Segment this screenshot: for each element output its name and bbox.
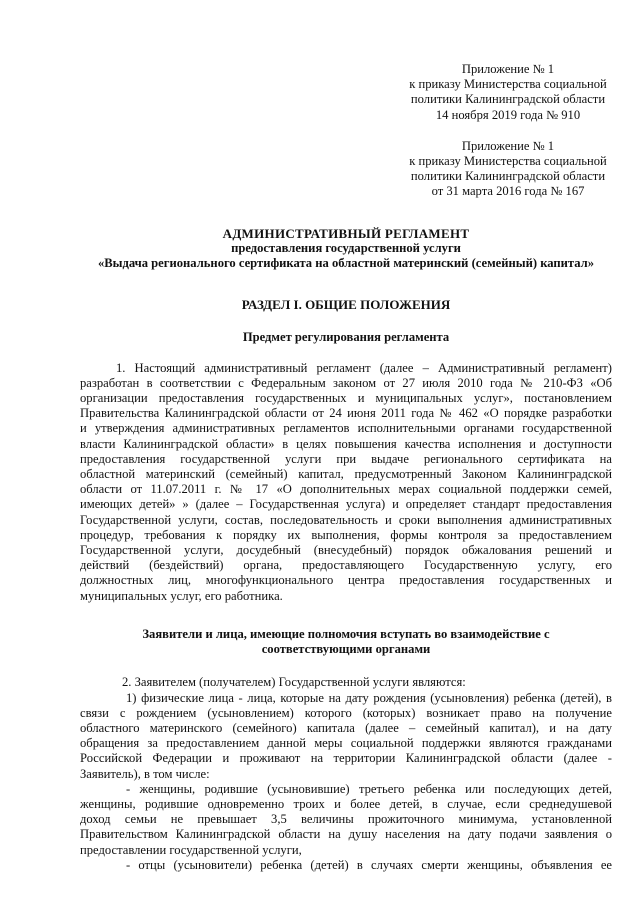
text-line: и утверждения административных регламентов исполнительными органами государственной [80,421,612,436]
text-line: Правительством Калининградской области на душу населения на дату подачи заявления о [80,827,612,842]
text-line: Заявитель), в том числе: [80,766,210,781]
text-line: 1. Настоящий административный регламент (далее – Административный регламент) [116,360,612,375]
paragraph-2 [80,675,612,690]
section-heading: РАЗДЕЛ I. ОБЩИЕ ПОЛОЖЕНИЯ [241,297,451,313]
stamp-line: Приложение № 1 [461,62,555,76]
text-line: предоставлении государственной услуги, [80,842,302,857]
heading-line: Заявители и лица, имеющие полномочия вступать во взаимодействие с [142,626,550,641]
text-line: женщины, родившие одновременно троих и более детей, в случае, если среднедушевой [80,796,612,811]
stamp-line: к приказу Министерства социальной [409,154,607,169]
stamp-line: от 31 марта 2016 года № 167 [431,184,585,199]
text-line: власти Калининградской области» в целях повышения качества исполнения и доступности [80,436,612,451]
title-service-name: «Выдача регионального сертификата на областной материнский (семейный) капитал» [97,256,595,271]
text-line: областной материнский (семейный) капитал, предусмотренный Законом Калининградской [80,467,612,482]
heading-line: соответствующими органами [261,642,431,657]
paragraph-4 [80,782,612,858]
text-line: - женщины, родившие (усыновившие) третьего ребенка или последующих детей, [126,781,612,796]
stamp-line: Приложение № 1 [461,138,555,153]
subsection-heading-subject: Предмет регулирования регламента [242,330,450,345]
text-line: областного материнского (семейного) капитала (далее – семейный капитал), и на дату [80,720,612,735]
paragraph-5 [80,858,612,873]
text-line: - отцы (усыновители) ребенка (детей) в случаях смерти женщины, объявления ее [126,857,612,872]
document-title [80,226,612,272]
text-line: Государственной услуги, состав, последовательность и сроки выполнения административных [80,512,612,527]
title-main: АДМИНИСТРАТИВНЫЙ РЕГЛАМЕНТ [222,225,470,241]
stamp-line: к приказу Министерства социальной [409,77,607,92]
text-line: процедур, требования к порядку их выполнения, формы контроля за предоставлением [80,527,612,542]
text-line: должностных лиц, многофункционального центра предоставления государственных и [80,573,612,588]
text-line: 2. Заявителем (получателем) Государственной услуги являются: [122,675,466,690]
text-line: организации предоставления государственных и муниципальных услуг», постановлением [80,391,612,406]
text-line: Государственной услуги, досудебный (внесудебный) порядок обжалования решений и [80,543,612,558]
stamp-line: 14 ноября 2019 года № 910 [435,107,581,122]
text-line: области от 11.07.2011 г. № 17 «О дополнительных мерах социальной поддержки семей, [80,482,612,497]
text-line: обращения за предоставлением данной меры социальной поддержки являются гражданами [80,736,612,751]
text-line: связи с рождением (усыновлением) которого (которых) возникает право на получение [80,705,612,720]
subsection-heading-applicants [80,627,612,657]
appendix-stamp-current [392,62,624,123]
title-subtitle: предоставления государственной услуги [231,240,461,255]
text-line: Российской Федерации и проживают на территории Калининградской области (далее - [80,751,612,766]
text-line: муниципальных услуг, его работника. [80,588,283,603]
text-line: действий (бездействий) органа, предоставляющего Государственную услугу, его [80,558,612,573]
text-line: имеющих детей» » (далее – Государственная услуга) и определяет стандарт предоставления [80,497,612,512]
stamp-line: политики Калининградской области [410,92,606,107]
text-line: доход семьи не превышает 3,5 величины прожиточного минимума, установленной [80,812,612,827]
paragraph-3 [80,691,612,782]
text-line: предоставления государственной услуги при выдаче регионального сертификата на [80,451,612,466]
paragraph-1 [80,361,612,604]
text-line: Правительства Калининградской области от 24 июня 2011 года № 462 «О порядке разработки [80,406,612,421]
text-line: 1) физические лица - лица, которые на дату рождения (усыновления) ребенка (детей), в [126,690,612,705]
stamp-line: политики Калининградской области [410,169,606,184]
appendix-stamp-original [392,139,624,200]
text-line: разработан в соответствии с Федеральным законом от 27 июля 2010 года № 210-ФЗ «Об [80,375,612,390]
